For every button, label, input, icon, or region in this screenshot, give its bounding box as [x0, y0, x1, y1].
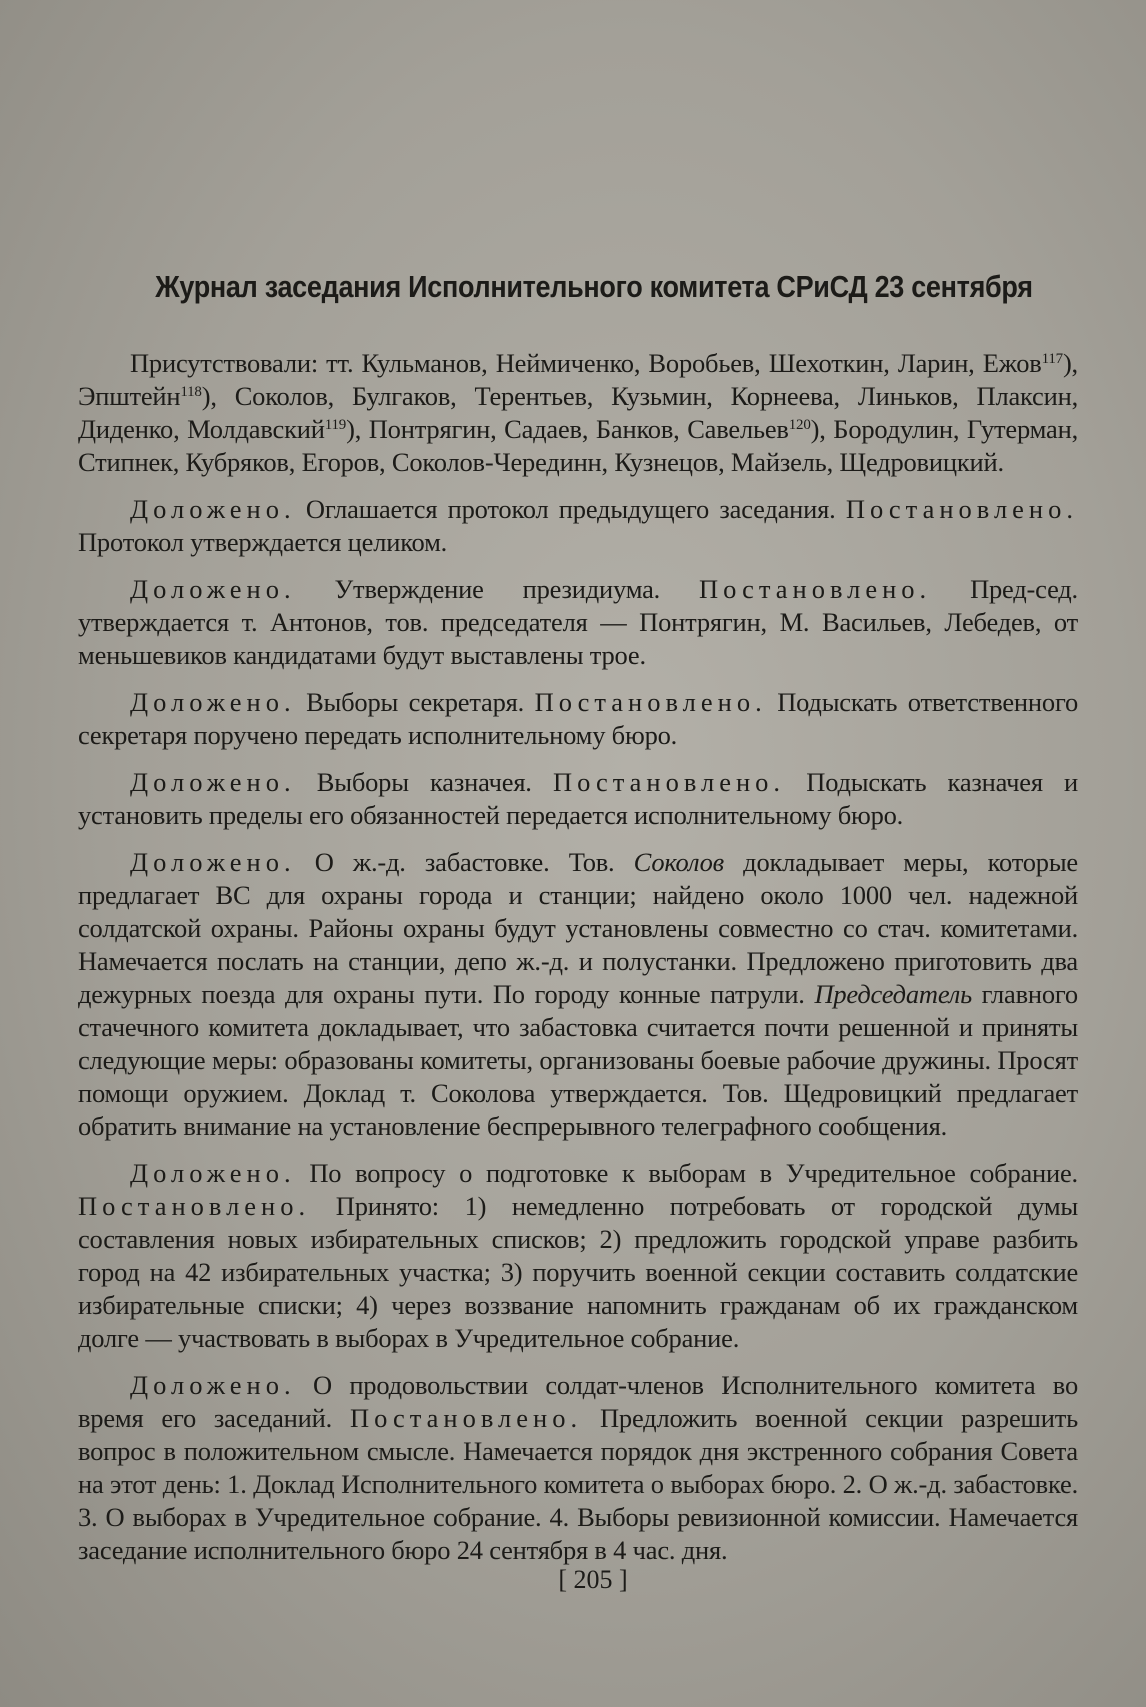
- attendees-text-1: Присутствовали: тт. Кульманов, Неймиченко, Воробьев, Шехоткин, Ларин, Ежов: [130, 348, 1042, 378]
- reported-label: Доложено.: [130, 574, 296, 604]
- agenda-item-provisions: [78, 1369, 1078, 1567]
- document-body: [78, 272, 1078, 1581]
- reported-label: Доложено.: [130, 1158, 296, 1188]
- page-number: [ 205 ]: [558, 1565, 628, 1594]
- resolved-label: Постановлено.: [845, 494, 1078, 524]
- agenda-text: Утверждение президиума.: [295, 574, 700, 604]
- resolution-text: Подыскать ответственного секретаря поручено передать исполнительному бюро.: [78, 687, 1079, 750]
- agenda-item-elections: [78, 1157, 1078, 1355]
- report-text: докладывает меры, которые предлагает ВС для охраны города и станции; найдено около 1000 чел. надежной солдатской охраны. Районы охраны будут установлены совместно со стач. комитетами. Намечается послать на станции, депо ж.-д. и полустанки. Предложено приготовить два дежурных поезда для охраны пути. По городу конные патрули.: [78, 847, 1078, 1009]
- footnote-ref-119: 119: [324, 417, 347, 433]
- agenda-item-protocol: [78, 493, 1078, 559]
- attendees-text-4: ), Понтрягин, Садаев, Банков, Савельев: [346, 414, 789, 444]
- attendees-text-3: ), Соколов, Булгаков, Терентьев, Кузьмин, Корнеева, Линьков, Плаксин, Диденко, Молдавский: [78, 381, 1078, 444]
- speaker-title: Председатель: [814, 979, 972, 1009]
- reported-label: Доложено.: [130, 494, 296, 524]
- agenda-item-treasurer: [78, 766, 1078, 832]
- resolution-text: Пред-сед. утверждается т. Антонов, тов. председателя — Понтрягин, М. Васильев, Лебедев, от меньшевиков кандидатами будут выставлены трое.: [78, 574, 1078, 670]
- report-text-continued: главного стачечного комитета докладывает, что забастовка считается почти решенной и приняты следующие меры: образованы комитеты, организованы боевые рабочие дружины. Просят помощи оружием. Доклад т. Соколова утверждается. Тов. Щедровицкий предлагает обратить внимание на установление беспрерывного телеграфного сообщения.: [78, 979, 1078, 1141]
- agenda-text: По вопросу о подготовке к выборам в Учредительное собрание.: [295, 1158, 1078, 1188]
- attendees-text-2: ), Эпштейн: [78, 348, 1078, 411]
- agenda-text: О продовольствии солдат-членов Исполнительного комитета во время его заседаний.: [78, 1370, 1078, 1433]
- reported-label: Доложено.: [130, 847, 296, 877]
- footnote-ref-118: 118: [180, 384, 202, 400]
- agenda-text: Выборы казначея.: [295, 767, 553, 797]
- resolved-label: Постановлено.: [699, 574, 932, 604]
- speaker-name: Соколов: [633, 847, 724, 877]
- reported-label: Доложено.: [130, 767, 296, 797]
- agenda-text: О ж.-д. забастовке. Тов.: [295, 847, 634, 877]
- resolved-label: Постановлено.: [78, 1191, 311, 1221]
- agenda-item-railway-strike: [78, 846, 1078, 1143]
- agenda-item-secretary: [78, 686, 1078, 752]
- resolution-text: Принято: 1) немедленно потребовать от городской думы составления новых избирательных списков; 2) предложить городской управе разбить город на 42 избирательных участка; 3) поручить военной секции составить солдатские избирательные списки; 4) через воззвание напомнить гражданам об их гражданском долге — участвовать в выборах в Учредительное собрание.: [78, 1191, 1078, 1353]
- document-title: Журнал заседания Исполнительного комитета СРиСД 23 сентября: [155, 270, 1033, 304]
- resolution-text: Протокол утверждается целиком.: [78, 527, 448, 557]
- reported-label: Доложено.: [130, 687, 296, 717]
- attendees-paragraph: [78, 347, 1078, 479]
- footnote-ref-117: 117: [1041, 351, 1063, 367]
- agenda-text: Оглашается протокол предыдущего заседания.: [295, 494, 846, 524]
- resolution-text: Предложить военной секции разрешить вопрос в положительном смысле. Намечается порядок дня экстренного собрания Совета на этот день: 1. Доклад Исполнительного комитета о выборах бюро. 2. О ж.-д. забастовке. 3. О выборах в Учредительное собрание. 4. Выборы ревизионной комиссии. Намечается заседание исполнительного бюро 24 сентября в 4 час. дня.: [78, 1403, 1078, 1565]
- resolved-label: Постановлено.: [349, 1403, 583, 1433]
- resolution-text: Подыскать казначея и установить пределы его обязанностей передается исполнительному бюро.: [78, 767, 1078, 830]
- resolved-label: Постановлено.: [552, 767, 786, 797]
- footnote-ref-120: 120: [788, 417, 811, 433]
- resolved-label: Постановлено.: [534, 687, 767, 717]
- agenda-text: Выборы секретаря.: [295, 687, 535, 717]
- attendees-text-5: ), Бородулин, Гутерман, Стипнек, Кубряков, Егоров, Соколов-Черединн, Кузнецов, Майзель, Щедровицкий.: [78, 414, 1079, 477]
- reported-label: Доложено.: [130, 1370, 296, 1400]
- agenda-item-presidium: [78, 573, 1078, 672]
